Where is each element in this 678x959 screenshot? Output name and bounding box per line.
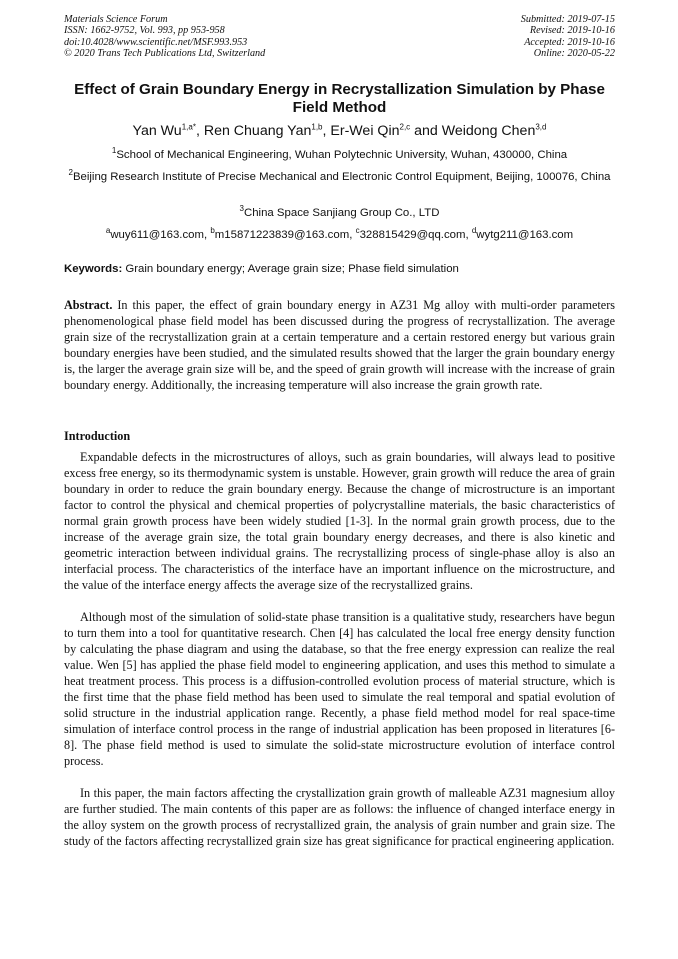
- email-separator: ,: [465, 229, 472, 241]
- keywords: [64, 262, 615, 277]
- author-list: [64, 123, 615, 140]
- journal-info: [64, 14, 265, 60]
- email-marker: d: [471, 226, 477, 236]
- abstract-label: Abstract.: [64, 298, 113, 312]
- abstract-text: In this paper, the effect of grain boundary energy in AZ31 Mg alloy with multi-order parameters phenomenological phase field model has been discussed during the progress of recrystallization. The average grain size of the recrystallization grain at a certain temperature and a certain restored energy but various grain boundary energies have been studied, and the simulated results showed that the larger the grain boundary energy is, the larger the average grain size will be, and the speed of grain growth will increase with the increase of grain boundary energy. Additionally, the increasing temperature will also increase the grain growth rate.: [64, 298, 615, 392]
- author-marker: 1,b: [311, 122, 323, 132]
- author-marker: 3,d: [535, 122, 547, 132]
- author-name: Er-Wei Qin: [330, 123, 400, 139]
- intro-paragraph-3: In this paper, the main factors affecting the crystallization grain growth of malleable AZ31 magnesium alloy are further studied. The main contents of this paper are as follows: the influence of changed interface energy in the alloy system on the growth process of recrystallized grain, the analysis of grain number and grain size. The study of the factors affecting recrystallized grain size has great significance for practical engineering application.: [64, 786, 615, 848]
- affiliation-3: [64, 206, 615, 221]
- author-name: Weidong Chen: [441, 123, 536, 139]
- affiliation-marker: 1: [111, 146, 117, 156]
- author-separator: ,: [195, 123, 204, 139]
- journal-name: Materials Science Forum: [64, 14, 168, 25]
- date-online: Online: 2020-05-22: [533, 48, 615, 60]
- affiliation-text: China Space Sanjiang Group Co., LTD: [244, 207, 440, 219]
- affiliation-text: Beijing Research Institute of Precise Mechanical and Electronic Control Equipment, Beijing, 100076, China: [72, 171, 611, 183]
- email-marker: a: [105, 226, 111, 236]
- author-name: Yan Wu: [132, 123, 182, 139]
- affiliation-marker: 2: [68, 168, 73, 178]
- paper-title: Effect of Grain Boundary Energy in Recrystallization Simulation by Phase Field Method: [74, 81, 605, 116]
- email-marker: c: [355, 226, 360, 236]
- author-emails: [64, 228, 615, 243]
- journal-issn: ISSN: 1662-9752, Vol. 993, pp 953-958: [64, 25, 225, 37]
- email-address: wuy611@163.com: [110, 229, 204, 241]
- affiliation-text: School of Mechanical Engineering, Wuhan Polytechnic University, Wuhan, 430000, China: [116, 149, 568, 161]
- author-name: Ren Chuang Yan: [203, 123, 312, 139]
- email-separator: ,: [349, 229, 356, 241]
- author-marker: 2,c: [399, 122, 411, 132]
- author-marker: 1,a*: [181, 122, 196, 132]
- author-separator: ,: [322, 123, 331, 139]
- keywords-text: Grain boundary energy; Average grain size; Phase field simulation: [125, 263, 459, 275]
- abstract: [64, 297, 615, 393]
- publication-dates: [521, 14, 615, 60]
- email-address: m15871223839@163.com: [214, 229, 350, 241]
- email-marker: b: [210, 226, 215, 236]
- intro-paragraph-2: Although most of the simulation of solid-state phase transition is a qualitative study, researchers have begun to turn them into a tool for quantitative research. Chen [4] has calculated the local free energy density function by calculating the phase diagram and using the database, so that the free energy expression can realize the real value. Wen [5] has applied the phase field model to engineering application, and uses this method to simulate a heat treatment process. This process is a diffusion-controlled evolution process of material structure, which is the first time that the phase field method has been used to simulate the real temporal and spatial evolution of solid structure in the industrial application range. Recently, a phase field method model for real space-time simulation of interface control process in the range of industrial application has been proposed in literatures [6-8]. The phase field method is used to simulate the solid-state microstructure evolution of interface control process.: [64, 610, 615, 768]
- date-accepted: Accepted: 2019-10-16: [524, 36, 615, 48]
- date-revised: Revised: 2019-10-16: [529, 25, 615, 37]
- intro-paragraph-1: Expandable defects in the microstructures of alloys, such as grain boundaries, will always lead to positive excess free energy, so its thermodynamic system is unstable. However, grain growth will reduce the area of grain boundary in order to reduce the grain boundary energy. Because the change of microstructure is an important factor to control the physical and chemical properties of polycrystalline materials, the basic characteristics of normal grain growth process have been widely studied [1-3]. In the normal grain growth process, due to the increase of the average grain size, the total grain boundary energy decreases, and there is also kinetic and geometric interaction between individual grains. The recrystallizing process of single-phase alloy is also an interfacial process. The characteristics of the interface have an important influence on the microstructure, and the value of the interface energy affects the average size of the recrystallized grains.: [64, 450, 615, 592]
- section-heading-introduction: Introduction: [64, 429, 131, 443]
- email-address: wytg211@163.com: [476, 229, 574, 241]
- affiliation-1: [64, 148, 615, 163]
- keywords-label: Keywords:: [64, 263, 123, 275]
- email-separator: ,: [203, 229, 211, 241]
- author-separator: and: [410, 123, 442, 139]
- journal-copyright: © 2020 Trans Tech Publications Ltd, Switzerland: [64, 48, 266, 60]
- journal-doi: doi:10.4028/www.scientific.net/MSF.993.953: [64, 36, 248, 48]
- email-address: 328815429@qq.com: [359, 229, 466, 241]
- affiliation-marker: 3: [239, 204, 244, 214]
- affiliation-2: [64, 170, 615, 185]
- date-submitted: Submitted: 2019-07-15: [520, 14, 615, 25]
